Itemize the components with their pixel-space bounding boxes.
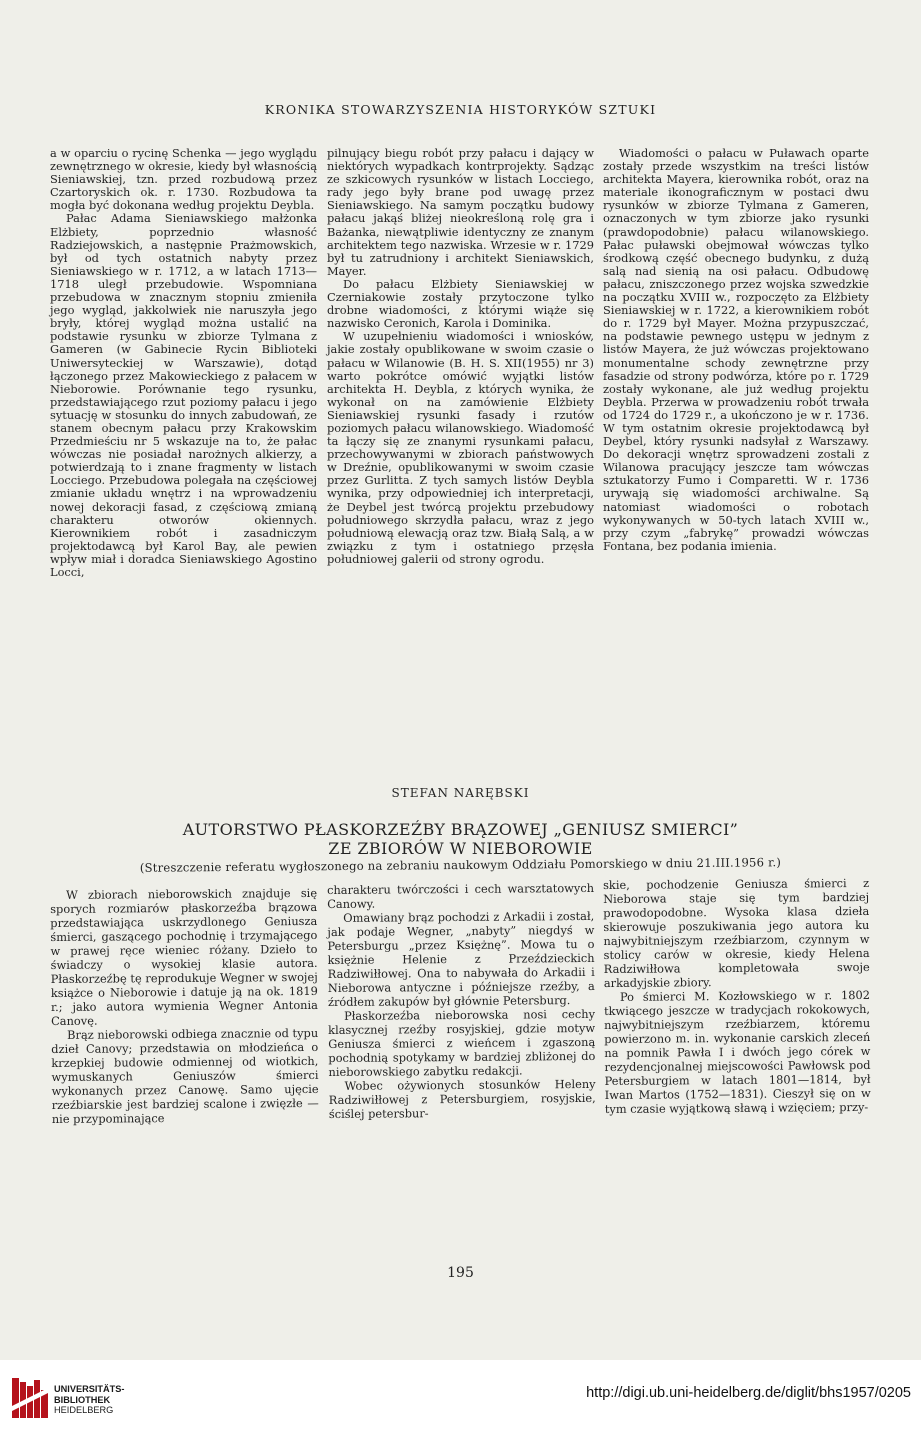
article-author: STEFAN NARĘBSKI (391, 786, 530, 800)
source-url-link[interactable]: http://digi.ub.uni-heidelberg.de/diglit/bhs1957/0205 (586, 1385, 911, 1401)
paragraph: Płaskorzeźba nieborowska nosi cechy klasycznej rzeźby rosyjskiej, gdzie motyw Geniusza śmierci z wieńcem i zgaszoną pochodnią spotykamy w bardziej zbliżonej do nieborowskiego zabytku redakcji. (328, 1006, 596, 1079)
paragraph: Po śmierci M. Kozłowskiego w r. 1802 tkwiącego jeszcze w tradycjach rokokowych, najwybitniejszym rzeźbiarzem, któremu powierzono m. in. wykonanie carskich zleceń na pomnik Pawła I i dwóch jego córek w rezydencjonalnej miejscowości Pawłowsk pod Petersburgiem w latach 1801—1814, był Iwan Martos (1752—1831). Cieszył się on w tym czasie wyjątkową sławą i wzięciem; przy- (603, 987, 871, 1116)
paragraph: skie, pochodzenie Geniusza śmierci z Nieborowa staje się tym bardziej prawodopodobne. Wysoka klasa dzieła skierowuje poszukiwania jego autora ku najwybitniejszym rzeźbiarzom, czynnym w stolicy carów w okresie, kiedy Helena Radziwiłłowa kompletowała swoje arkadyjskie zbiory. (603, 875, 870, 990)
paragraph: pilnujący biegu robót przy pałacu i dający w niektórych wypadkach kontrprojekty. Sądząc ze szkicowych rysunków w listach Locciego, rady jego były brane pod uwagę przez Sieniawskiego. Na samym początku budowy pałacu jakąś bliżej nieokreśloną rolę gra i Bażanka, niewątpliwie identyczny ze znanym architektem tego nazwiska. Wrzesie w r. 1729 był tu zatrudniony i architekt Sieniawskich, Mayer. (327, 146, 594, 278)
article-column-2 (327, 881, 596, 1121)
article-subtitle: (Streszczenie referatu wygłoszonego na zebraniu naukowym Oddziału Pomorskiego w dniu 21.III.1956 r.) (139, 855, 782, 875)
footer (0, 1360, 921, 1437)
paragraph: Omawiany brąz pochodzi z Arkadii i został, jak podaje Wegner, „nabyty” niegdyś w Petersburgu „przez Księżnę”. Mowa tu o księżnie Helenie z Przeździeckich Radziwiłłowej. Ona to nabywała do Arkadii i Nieborowa antyczne i późniejsze rzeźby, a źródłem zakupów był głównie Petersburg. (327, 908, 595, 1009)
library-name: UNIVERSITÄTS- BIBLIOTHEK HEIDELBERG (54, 1384, 125, 1415)
library-logo-icon[interactable] (10, 1376, 50, 1420)
article-title (0, 820, 921, 858)
paragraph: W uzupełnieniu wiadomości i wniosków, jakie zostały opublikowane w swoim czasie o pałacu w Wilanowie (B. H. S. XII(1955) nr 3) warto pokrótce omówić wyjątki listów architekta H. Deybla, z których wynika, że wykonał on na zamówienie Elżbiety Sieniawskiej rysunki fasady i rzutów poziomych pałacu wilanowskiego. Wiadomość ta łączy się ze znanymi rysunkami pałacu, przechowywanymi w zbiorach państwowych w Dreźnie, opublikowanymi w swoim czasie przez Gurlitta. Z tych samych listów Deybla wynika, przy odpowiedniej ich interpretacji, że Deybel jest twórcą projektu przebudowy południowego skrzydła pałacu, wraz z jego południową elewacją oraz tzw. Białą Salą, a w związku z tym i ostatniego przęsła południowej galerii od strony ogrodu. (327, 329, 594, 566)
paragraph: Wiadomości o pałacu w Puławach oparte zostały przede wszystkim na treści listów architekta Mayera, kierownika robót, oraz na materiale ikonograficznym w postaci dwu rysunków w zbiorze Tylmana z Gameren, oznaczonych w tym zbiorze jako rysunki (prawdopodobnie) pałacu wilanowskiego. Pałac puławski obejmował wówczas tylko środkową część obecnego budynku, z dużą salą nad sienią na osi pałacu. Odbudowę pałacu, zniszczonego przez wojska szwedzkie na początku XVIII w., rozpoczęto za Elżbiety Sieniawskiej w r. 1722, a kierownikiem robót do r. 1729 był Mayer. Można przypuszczać, na podstawie pewnego ustępu w jednym z listów Mayera, że już wówczas projektowano monumentalne schody zewnętrzne przy fasadzie od strony podwórza, które po r. 1729 zostały wykonane, ale już według projektu Deybla. Przerwa w prowadzeniu robót trwała od 1724 do 1729 r., a ukończono je w r. 1736. W tym ostatnim okresie projektodawcą był Deybel, który rysunki nadsyłał z Warszawy. Do dekoracji wnętrz sprowadzeni zostali z Wilanowa pracujący jeszcze tam wówczas sztukatorzy Fumo i Comparetti. W r. 1736 urywają się wiadomości archiwalne. Są natomiast wiadomości o robotach wykonywanych w 50-tych latach XVIII w., przy czym „fabrykę” prowadzi wówczas Fontana, bez podania imienia. (603, 146, 869, 553)
paragraph: Do pałacu Elżbiety Sieniawskiej w Czerniakowie zostały przytoczone tylko drobne wiadomości, z którymi wiąże się nazwisko Ceronich, Karola i Dominika. (327, 276, 594, 331)
running-head: KRONIKA STOWARZYSZENIA HISTORYKÓW SZTUKI (264, 102, 657, 117)
paragraph: Wobec ożywionych stosunków Heleny Radziwiłłowej z Petersburgiem, rosyjskie, ściślej petersbur- (328, 1076, 596, 1121)
top-column-2 (327, 147, 594, 566)
page-number: 195 (447, 1265, 474, 1281)
article-title-line-2: ZE ZBIORÓW W NIEBOROWIE (328, 839, 593, 858)
paragraph: charakteru twórczości i cech warsztatowych Canowy. (327, 880, 595, 911)
article-title-line-1: AUTORSTWO PŁASKORZEŹBY BRĄZOWEJ „GENIUSZ SMIERCI” (182, 820, 739, 839)
top-column-3 (603, 147, 869, 553)
paragraph: Pałac Adama Sieniawskiego małżonka Elżbiety, poprzednio własność Radziejowskich, a następnie Prażmowskich, był od tych ostatnich nabyty przez Sieniawskiego w r. 1712, a w latach 1713—1718 uległ przebudowie. Wspomniana przebudowa w znacznym stopniu zmieniła jego wygląd, jakkolwiek nie naruszyła jego bryły, której wygląd można ustalić na podstawie rysunku w zbiorze Tylmana z Gameren (w Gabinecie Rycin Biblioteki Uniwersyteckiej w Warszawie), dotąd łączonego przez Makowieckiego z pałacem w Nieborowie. Porównanie tego rysunku, przedstawiającego rzut poziomy pałacu i jego sytuację w stosunku do innych zabudowań, ze stanem obecnym pałacu przy Krakowskim Przedmieściu nr 5 wskazuje na to, że pałac wówczas nie posiadał narożnych alkierzy, a potwierdzają to i znane fragmenty w listach Locciego. Przebudowa polegała na częściowej zmianie układu wnętrz i na wprowadzeniu nowej dekoracji fasad, z częściową zmianą charakteru otworów okiennych. Kierownikiem robót i zasadniczym projektodawcą był Karol Bay, ale pewien wpływ miał i doradca Sieniawskiego Agostino Locci, (50, 211, 317, 579)
article-column-3 (603, 876, 871, 1116)
top-column-1 (50, 147, 317, 579)
paragraph: W zbiorach nieborowskich znajduje się sporych rozmiarów płaskorzeźba brązowa przedstawiająca uskrzydlonego Geniusza śmierci, gaszącego pochodnię i trzymającego w prawej ręce wieniec różany. Dzieło to świadczy o wysokiej klasie autora. Płaskorzeźbę tę reprodukuje Wegner w swojej książce o Nieborowie i datuje ją na ok. 1819 r.; jako autora wymienia Wegner Antonia Canovę. (50, 885, 318, 1028)
paragraph: Brąz nieborowski odbiega znacznie od typu dzieł Canovy; przedstawia on młodzieńca o krzepkiej budowie odmiennej od wiotkich, wymuskanych Geniuszów śmierci wykonanych przez Canowę. Samo ujęcie rzeźbiarskie jest bardziej scalone i zwięzłe — nie przypominające (51, 1025, 319, 1126)
paragraph: a w oparciu o rycinę Schenka — jego wyglądu zewnętrznego w okresie, kiedy był własnością Sieniawskiej, tzn. przed rozbudową przez Czartoryskich ok. r. 1730. Rozbudowa ta mogła być dokonana według projektu Deybla. (50, 146, 317, 213)
article-column-1 (50, 886, 319, 1126)
